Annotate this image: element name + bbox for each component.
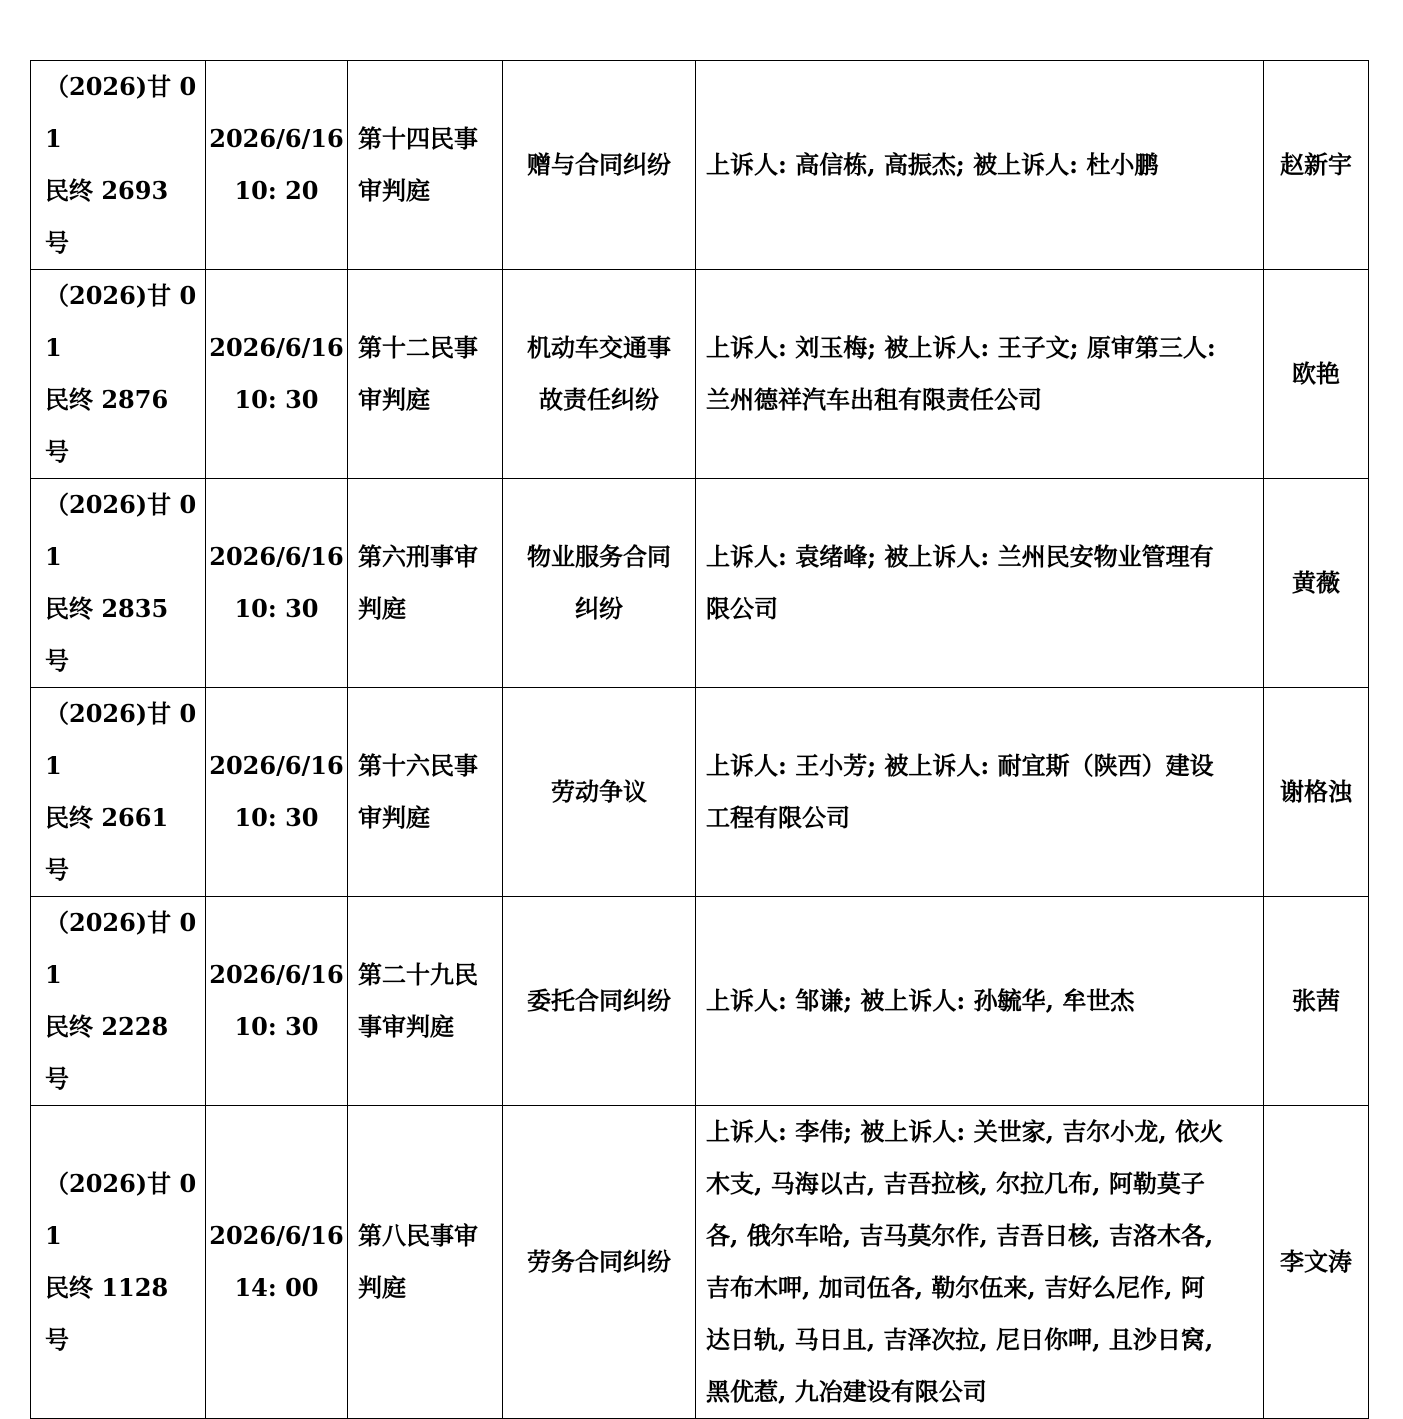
courtroom-cell — [348, 688, 503, 897]
case-number-line: 民终 2835 号 — [45, 594, 169, 675]
parties-line: 上诉人: 袁绪峰; 被上诉人: 兰州民安物业管理有 — [706, 542, 1214, 571]
case-cause-line: 劳务合同纠纷 — [527, 1247, 671, 1276]
hearing-clock: 10: 20 — [234, 176, 319, 205]
parties-line: 各, 俄尔车哈, 吉马莫尔作, 吉吾日核, 吉洛木各, — [706, 1221, 1214, 1250]
case-cause-cell — [503, 897, 696, 1106]
parties-line: 上诉人: 高信栋, 高振杰; 被上诉人: 杜小鹏 — [706, 150, 1159, 179]
case-cause-line: 故责任纠纷 — [539, 385, 659, 414]
courtroom-cell — [348, 270, 503, 479]
table-row — [31, 897, 1369, 1106]
case-cause-cell — [503, 270, 696, 479]
courtroom-line: 第十四民事 — [358, 124, 478, 153]
case-number-line: （2026)甘 01 — [45, 490, 197, 571]
case-number-line: （2026)甘 01 — [45, 72, 197, 153]
courtroom-cell — [348, 61, 503, 270]
parties-cell — [696, 897, 1264, 1106]
courtroom-line: 第十二民事 — [358, 333, 478, 362]
case-cause-cell — [503, 1106, 696, 1419]
parties-line: 黑优惹, 九冶建设有限公司 — [706, 1377, 987, 1406]
courtroom-line: 判庭 — [358, 1273, 406, 1302]
case-number-cell — [31, 270, 206, 479]
hearing-time-cell — [206, 270, 348, 479]
judge-cell: 欧艳 — [1264, 270, 1369, 479]
case-number-cell — [31, 61, 206, 270]
courtroom-line: 第二十九民 — [358, 960, 478, 989]
courtroom-line: 事审判庭 — [358, 1012, 454, 1041]
case-cause-line: 劳动争议 — [551, 777, 647, 806]
parties-cell — [696, 1106, 1264, 1419]
hearing-date: 2026/6/16 — [209, 960, 344, 989]
case-cause-cell — [503, 688, 696, 897]
courtroom-cell — [348, 479, 503, 688]
table-row — [31, 61, 1369, 270]
hearing-time-cell — [206, 688, 348, 897]
parties-line: 上诉人: 李伟; 被上诉人: 关世家, 吉尔小龙, 依火 — [706, 1117, 1224, 1146]
parties-line: 达日轨, 马日且, 吉泽次拉, 尼日你呷, 且沙日窝, — [706, 1325, 1214, 1354]
case-cause-line: 纠纷 — [575, 594, 623, 623]
courtroom-cell — [348, 1106, 503, 1419]
case-number-cell — [31, 897, 206, 1106]
table-row — [31, 688, 1369, 897]
parties-line: 木支, 马海以古, 吉吾拉核, 尔拉几布, 阿勒莫子 — [706, 1169, 1205, 1198]
courtroom-line: 判庭 — [358, 594, 406, 623]
parties-cell — [696, 270, 1264, 479]
parties-cell — [696, 479, 1264, 688]
case-number-line: 民终 1128 号 — [45, 1273, 169, 1354]
parties-cell — [696, 61, 1264, 270]
table-row — [31, 1106, 1369, 1419]
hearing-time-cell — [206, 61, 348, 270]
hearing-time-cell — [206, 479, 348, 688]
courtroom-line: 审判庭 — [358, 176, 430, 205]
judge-cell: 黄薇 — [1264, 479, 1369, 688]
judge-cell: 谢格浊 — [1264, 688, 1369, 897]
hearing-clock: 10: 30 — [234, 1012, 319, 1041]
hearing-date: 2026/6/16 — [209, 333, 344, 362]
parties-line: 上诉人: 刘玉梅; 被上诉人: 王子文; 原审第三人: — [706, 333, 1216, 362]
hearing-clock: 10: 30 — [234, 385, 319, 414]
hearing-date: 2026/6/16 — [209, 542, 344, 571]
hearing-clock: 14: 00 — [234, 1273, 319, 1302]
case-number-line: 民终 2693 号 — [45, 176, 169, 257]
case-number-cell — [31, 688, 206, 897]
judge-cell: 李文涛 — [1264, 1106, 1369, 1419]
courtroom-cell — [348, 897, 503, 1106]
table-row — [31, 270, 1369, 479]
courtroom-line: 第八民事审 — [358, 1221, 478, 1250]
case-number-cell — [31, 1106, 206, 1419]
case-number-line: （2026)甘 01 — [45, 908, 197, 989]
parties-line: 限公司 — [706, 594, 778, 623]
case-number-line: （2026)甘 01 — [45, 699, 197, 780]
courtroom-line: 审判庭 — [358, 803, 430, 832]
parties-line: 兰州德祥汽车出租有限责任公司 — [706, 385, 1042, 414]
case-number-line: （2026)甘 01 — [45, 281, 197, 362]
hearing-date: 2026/6/16 — [209, 1221, 344, 1250]
parties-line: 上诉人: 邹谦; 被上诉人: 孙毓华, 牟世杰 — [706, 986, 1135, 1015]
parties-cell — [696, 688, 1264, 897]
case-cause-line: 赠与合同纠纷 — [527, 150, 671, 179]
hearing-date: 2026/6/16 — [209, 124, 344, 153]
parties-line: 上诉人: 王小芳; 被上诉人: 耐宜斯（陕西）建设 — [706, 751, 1214, 780]
hearing-clock: 10: 30 — [234, 803, 319, 832]
case-number-line: 民终 2228 号 — [45, 1012, 169, 1093]
parties-line: 吉布木呷, 加司伍各, 勒尔伍来, 吉好么尼作, 阿 — [706, 1273, 1205, 1302]
case-number-line: 民终 2661 号 — [45, 803, 169, 884]
judge-cell: 赵新宇 — [1264, 61, 1369, 270]
case-number-line: 民终 2876 号 — [45, 385, 169, 466]
hearing-time-cell — [206, 1106, 348, 1419]
courtroom-line: 第十六民事 — [358, 751, 478, 780]
courtroom-line: 第六刑事审 — [358, 542, 478, 571]
parties-line: 工程有限公司 — [706, 803, 850, 832]
case-number-line: （2026)甘 01 — [45, 1169, 197, 1250]
courtroom-line: 审判庭 — [358, 385, 430, 414]
case-cause-line: 委托合同纠纷 — [527, 986, 671, 1015]
judge-cell: 张茜 — [1264, 897, 1369, 1106]
hearing-clock: 10: 30 — [234, 594, 319, 623]
case-cause-line: 机动车交通事 — [527, 333, 671, 362]
table-row — [31, 479, 1369, 688]
hearing-time-cell — [206, 897, 348, 1106]
case-cause-cell — [503, 61, 696, 270]
table-body — [31, 61, 1369, 1419]
hearing-schedule-table — [30, 60, 1369, 1419]
case-cause-line: 物业服务合同 — [527, 542, 671, 571]
hearing-date: 2026/6/16 — [209, 751, 344, 780]
case-cause-cell — [503, 479, 696, 688]
case-number-cell — [31, 479, 206, 688]
